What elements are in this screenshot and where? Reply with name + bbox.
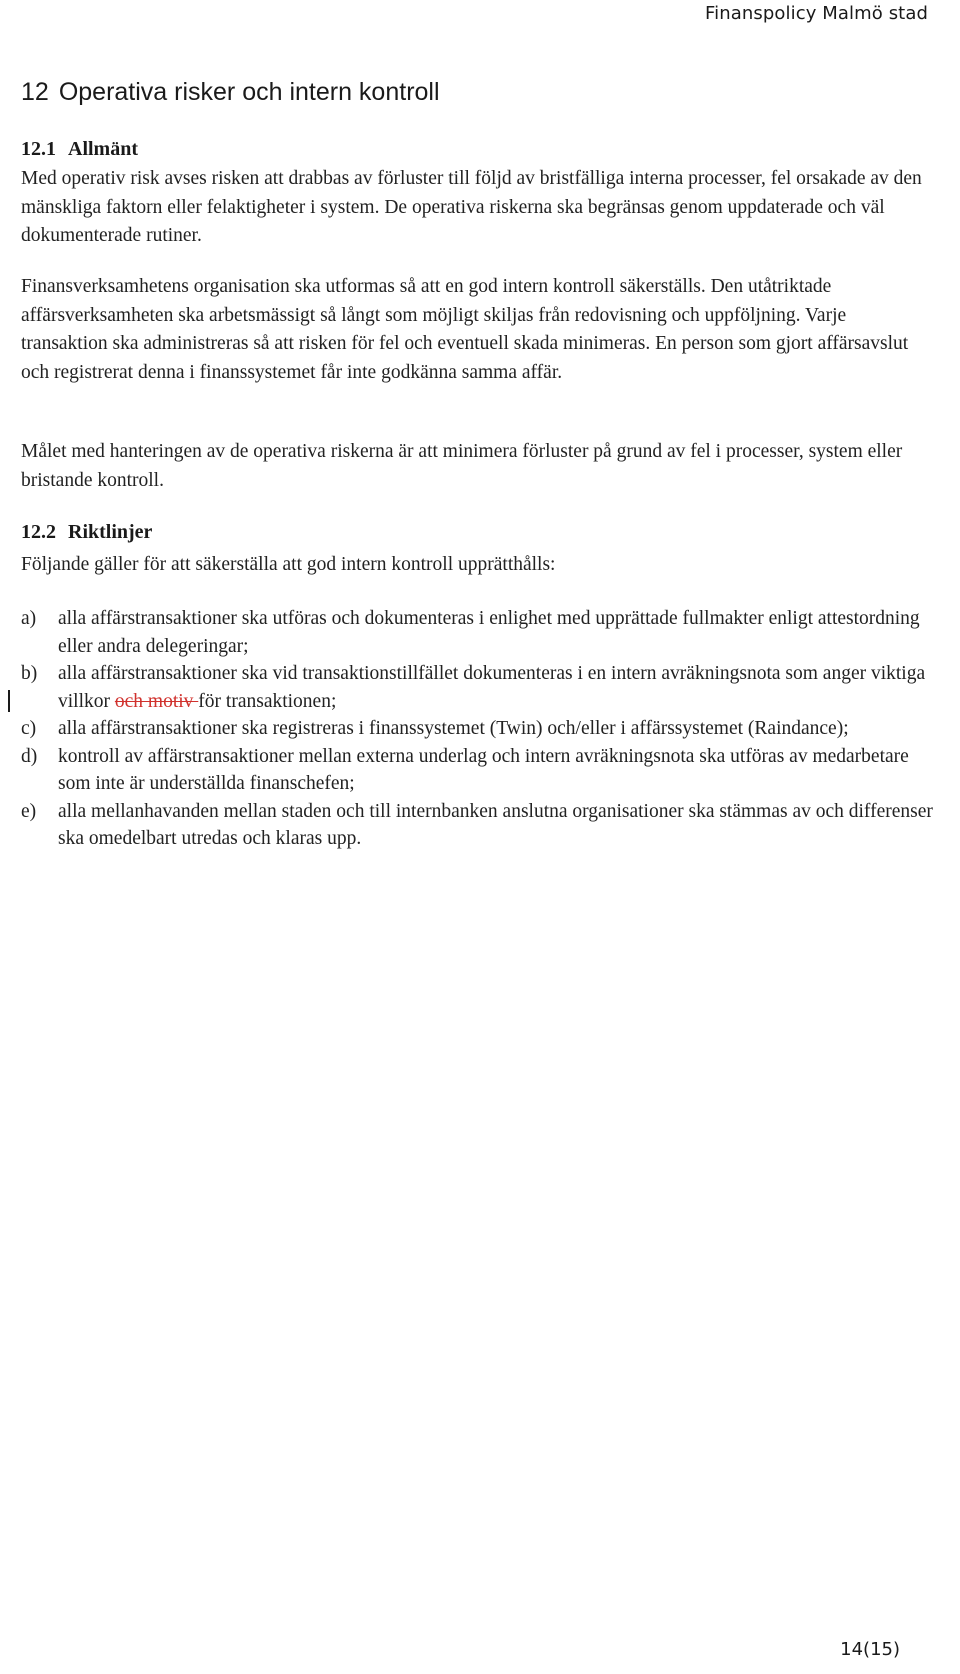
list-item-text: alla affärstransaktioner ska registreras i finanssystemet (Twin) och/eller i affärssystemet (Raindance); bbox=[58, 718, 849, 739]
paragraph-block-organisation bbox=[21, 273, 936, 387]
list-marker: a) bbox=[21, 608, 37, 629]
paragraph-organisation: Finansverksamhetens organisation ska utformas så att en god intern kontroll säkerställs. Den utåtriktade affärsverksamheten ska arbetsmässigt så långt som möjligt skiljas från redovisning och uppföljning. Varje transaktion ska administreras så att risken för fel och eventuell skada minimeras. En person som gjort affärsavslut och registrerat denna i finanssystemet får inte godkänna samma affär. bbox=[21, 276, 909, 383]
subsection-heading-riktlinjer bbox=[21, 518, 936, 546]
list-item-text: kontroll av affärstransaktioner mellan externa underlag och intern avräkningsnota ska utföras av medarbetare som inte är underställda finanschefen; bbox=[58, 745, 909, 794]
list-item-text: alla affärstransaktioner ska vid transaktionstillfället dokumenteras i en intern avräkningsnota som anger viktiga villkor bbox=[58, 663, 926, 712]
subsection-heading-allmant bbox=[21, 135, 936, 163]
list-item bbox=[21, 798, 936, 853]
list-item-text: alla mellanhavanden mellan staden och till internbanken anslutna organisationer ska stämmas av och differenser ska omedelbart utredas och klaras upp. bbox=[58, 800, 933, 849]
list-marker: b) bbox=[21, 663, 38, 684]
subsection-riktlinjer bbox=[21, 518, 936, 580]
subsection-number: 12.1 bbox=[21, 138, 56, 160]
list-marker: c) bbox=[21, 718, 37, 739]
running-header: Finanspolicy Malmö stad bbox=[704, 3, 928, 24]
paragraph-block-malet bbox=[21, 438, 936, 495]
deleted-text: och motiv bbox=[114, 690, 199, 712]
list-marker: e) bbox=[21, 800, 37, 822]
section-title: Operativa risker och intern kontroll bbox=[58, 78, 440, 106]
page-number: 14(15) bbox=[840, 1639, 900, 1660]
list-item bbox=[21, 715, 936, 743]
section-number: 12 bbox=[21, 78, 49, 106]
list-item-text: alla affärstransaktioner ska utföras och dokumenteras i enlighet med upprättade fullmakter enligt attestordning eller andra delegeringar; bbox=[58, 608, 920, 657]
paragraph-malet: Målet med hanteringen av de operativa riskerna är att minimera förluster på grund av fel i processer, system eller bristande kontroll. bbox=[21, 441, 903, 491]
revision-change-bar bbox=[8, 690, 10, 712]
list-item bbox=[21, 743, 936, 798]
list-item-text-after: för transaktionen; bbox=[198, 690, 337, 712]
list-item bbox=[21, 660, 936, 715]
subsection-title: Allmänt bbox=[68, 138, 138, 160]
subsection-allmant bbox=[21, 135, 936, 251]
riktlinjer-intro: Följande gäller för att säkerställa att god intern kontroll upprätthålls: bbox=[21, 554, 556, 575]
subsection-number: 12.2 bbox=[21, 521, 56, 543]
list-marker: d) bbox=[21, 745, 38, 767]
subsection-title: Riktlinjer bbox=[68, 521, 153, 543]
section-heading bbox=[21, 76, 440, 108]
guideline-list bbox=[21, 605, 936, 853]
list-item bbox=[21, 605, 936, 660]
paragraph-operativ-risk: Med operativ risk avses risken att drabbas av förluster till följd av bristfälliga interna processer, fel orsakade av den mänskliga faktorn eller felaktigheter i system. De operativa riskerna ska begränsas genom uppdaterade och väl dokumenterade rutiner. bbox=[21, 168, 922, 246]
